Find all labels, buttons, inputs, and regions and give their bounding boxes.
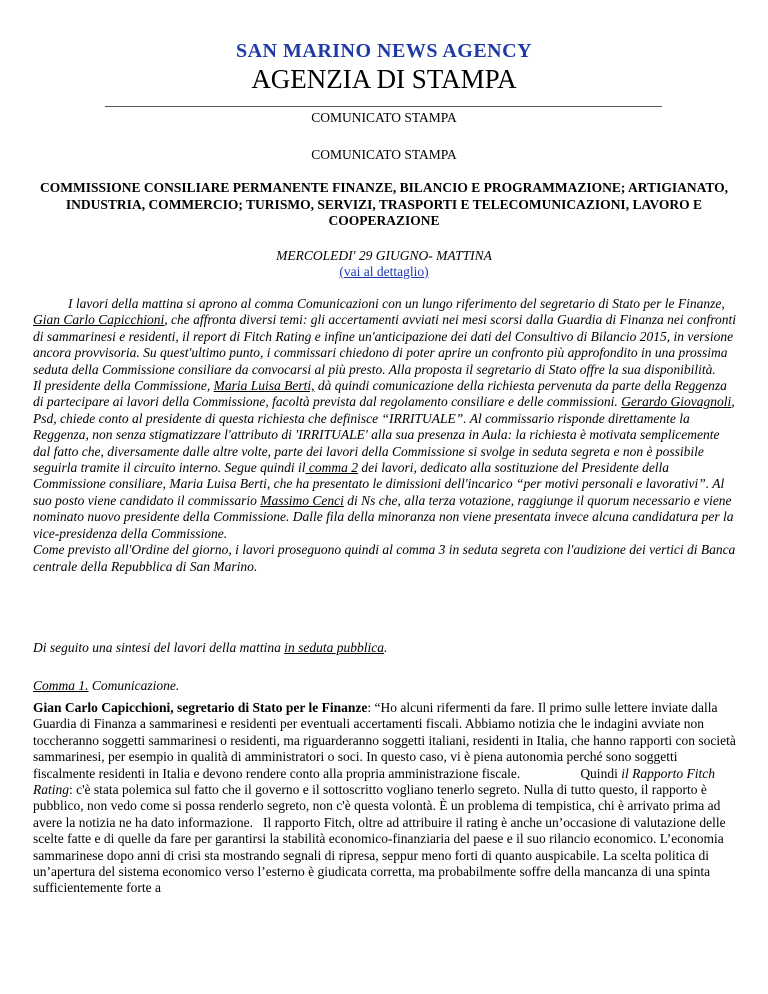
comma-1-label: Comma 1.: [33, 678, 89, 693]
speech-text: : c'è stata polemica sul fatto che il governo e il sottoscritto vogliano tenerlo segreto. Nulla di tutto questo, il rapporto è pubblico, non vedo come si possa renderlo segreto, non c'è questa volontà. È un problema di tempistica, chi è arrivato prima ad avere la notizia ne ha dato informazione.: [33, 782, 721, 830]
speech-paragraph: [33, 700, 738, 897]
name-giovagnoli: Gerardo Giovagnoli: [621, 394, 732, 410]
press-release-label: COMUNICATO STAMPA: [311, 110, 457, 125]
header-divider: [105, 106, 662, 107]
intro-text: Il presidente della Commissione,: [33, 378, 214, 394]
name-berti: Maria Luisa Berti,: [213, 378, 315, 394]
fitch-report-term: il Rapporto Fitch Rating: [33, 765, 715, 798]
intro-text: di Ns che, alla terza votazione, raggiunge il quorum necessario e viene nominato nuovo presidente della Commissione. Dalle fila della minoranza non viene presentata invece alcuna candidatura per la vice-presidenza della Commissione.: [33, 492, 734, 541]
summary-text: Di seguito una sintesi del lavori della mattina: [33, 640, 285, 655]
intro-text: , Psd, chiede conto al presidente di questa richiesta che definisce “IRRITUALE”. Al commissario risponde direttamente la Reggenza, non senza stigmatizzare l'attributo di 'IRRITUALE' alla sua presenza in Aula: la richiesta è motivata semplicemente dal fatto che, diversamente dalle altre volte, parte dei lavori della Commissione si svolge in seduta segreta e non è possibile seguirla tramite il circuito interno. Segue quindi il: [33, 394, 735, 476]
intro-text: , che affronta diversi temi: gli accertamenti avviati nei mesi scorsi dalla Guardia di Finanza nei confronti di sammarinesi e residenti, il report di Fitch Rating e infine un'anticipazione dei dati del Consultivo di Bilancio 2015, in versione ancora provvisoria. Su quest'ultimo punto, i commissari chiedono di poter aprire un confronto più approfondito in una prossima seduta della Commissione consiliare da convocarsi al più presto. Alla proposta il segretario di Stato offre la sua disponibilità.: [33, 312, 737, 377]
speech-text: : “Ho alcuni rifermenti da fare. Il primo sulle lettere inviate dalla Guardia di Finanza a sammarinesi e residenti per eventuali accertamenti fiscali. Abbiamo notizia che le indagini avviate non toccheranno soggetti sammarinesi o residenti, ma riguarderanno soggetti italiani, residenti in Italia, che hanno rapporti con società sammarinesi, per esempio in qualità di amministratori o soci. In questo caso, vi è piena autonomia perché sono soggetti fiscalmente residenti in Italia e devono rendere conto alla propria amministrazione fiscale.: [33, 700, 736, 781]
name-capicchioni: Gian Carlo Capicchioni: [33, 312, 165, 328]
commission-title: COMMISSIONE CONSILIARE PERMANENTE FINANZE, BILANCIO E PROGRAMMAZIONE; ARTIGIANATO, INDUSTRIA, COMMERCIO; TURISMO, SERVIZI, TRASPORTI E TELECOMUNICAZIONI, LAVORO E COOPERAZIONE: [40, 180, 728, 228]
speech-text: Il rapporto Fitch, oltre ad attribuire il rating è anche un’occasione di valutazione delle scelte fatte e di quelle da fare per garantirsi la stabilità economico-finanziaria del paese e il suo rilancio economico. L’economia sammarinese dopo anni di crisi sta mostrando segnali di ripresa, seppur meno forti di quanto auspicabile. La scelta politica di un’apertura del sistema economico verso l’esterno è giudicata corretta, ma probabilmente soffre della mancanza di una spinta sufficientemente forte a: [33, 814, 726, 896]
name-cenci: Massimo Cenci: [260, 492, 344, 508]
summary-line: [33, 640, 738, 656]
intro-text: dei lavori, dedicato alla sostituzione del Presidente della Commissione consiliare, Maria Luisa Berti, che ha presentato le dimissioni dell'incarico “per motivi personali e lavorativi”. Al suo posto viene candidato il commissario: [33, 460, 725, 508]
intro-paragraph-2: [33, 378, 738, 542]
intro-text: dà quindi comunicazione della richiesta pervenuta da parte della Reggenza di partecipare ai lavori della Commissione, facoltà prevista dal regolamento consiliare e delle commissioni.: [33, 378, 727, 410]
intro-text: I lavori della mattina si aprono al comma Comunicazioni con un lungo riferimento del segretario di Stato per le Finanze,: [68, 296, 725, 311]
comma-2-link: comma 2: [305, 460, 358, 476]
intro-paragraph-1: [33, 296, 738, 378]
intro-paragraph-3: Come previsto all'Ordine del giorno, i lavori proseguono quindi al comma 3 in seduta segreta con l'audizione dei vertici di Banca centrale della Repubblica di San Marino.: [33, 542, 736, 574]
comma-1-title: Comunicazione.: [88, 678, 180, 693]
session-date: MERCOLEDI' 29 GIUGNO- MATTINA: [276, 248, 492, 263]
press-release-label-2: COMUNICATO STAMPA: [311, 147, 457, 162]
agency-title: AGENZIA DI STAMPA: [251, 64, 517, 94]
summary-text: .: [383, 640, 388, 655]
detail-link-text[interactable]: (vai al dettaglio): [339, 264, 429, 279]
speaker-name: Gian Carlo Capicchioni, segretario di Stato per le Finanze: [33, 700, 368, 715]
public-session-link: in seduta pubblica: [284, 640, 384, 655]
comma-1-heading: [33, 678, 738, 694]
detail-link[interactable]: [0, 264, 768, 280]
speech-text: Quindi: [580, 765, 622, 781]
intro-section: [33, 296, 738, 575]
agency-name: SAN MARINO NEWS AGENCY: [235, 40, 533, 62]
